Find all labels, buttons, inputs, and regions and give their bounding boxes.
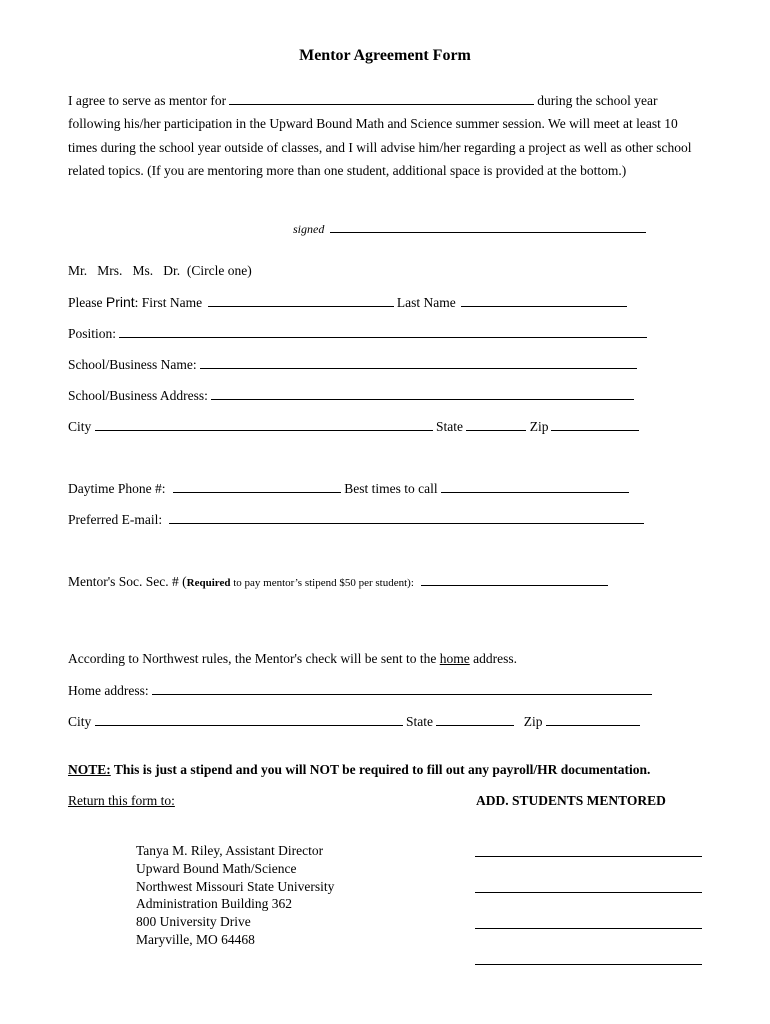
ssn-required: Required (186, 577, 231, 589)
additional-student-field[interactable] (475, 964, 702, 965)
home-city-field[interactable] (95, 713, 403, 726)
agreement-paragraph (68, 89, 708, 182)
northwest-home-word: home (439, 651, 470, 666)
note-line (68, 762, 650, 778)
home-address-field[interactable] (152, 682, 652, 695)
school-name-label: School/Business Name: (68, 357, 197, 372)
school-address-field[interactable] (211, 387, 634, 400)
additional-student-field[interactable] (475, 856, 702, 857)
school-address-row (68, 387, 634, 404)
northwest-text-before: According to Northwest rules, the Mentor's check will be sent to the (68, 651, 440, 666)
city-field[interactable] (95, 418, 433, 431)
home-state-label: State (406, 714, 434, 729)
best-times-label: Best times to call (344, 481, 438, 496)
city-state-zip-row (68, 418, 639, 435)
home-zip-field[interactable] (546, 713, 640, 726)
first-name-label: : First Name (134, 295, 203, 310)
home-address-row (68, 682, 652, 699)
daytime-phone-field[interactable] (173, 480, 341, 493)
school-address-label: School/Business Address: (68, 388, 208, 403)
signed-label: signed (293, 222, 325, 236)
daytime-phone-label: Daytime Phone #: (68, 481, 166, 496)
additional-student-field[interactable] (475, 928, 702, 929)
ssn-note: to pay mentor’s stipend $50 per student): (230, 577, 414, 589)
return-address-line: Tanya M. Riley, Assistant Director (136, 843, 324, 858)
form-title: Mentor Agreement Form (299, 47, 471, 64)
email-row (68, 511, 644, 528)
add-students-heading: ADD. STUDENTS MENTORED (476, 793, 666, 808)
position-label: Position: (68, 326, 117, 341)
zip-label: Zip (529, 419, 549, 434)
zip-field[interactable] (551, 418, 639, 431)
additional-student-field[interactable] (475, 892, 702, 893)
title-circle-options[interactable]: Mr. Mrs. Ms. Dr. (Circle one) (68, 263, 252, 278)
email-label: Preferred E-mail: (68, 512, 163, 527)
return-address-line: 800 University Drive (136, 914, 251, 930)
return-form-label: Return this form to: (68, 793, 175, 808)
agreement-text-1: I agree to serve as mentor for (68, 93, 227, 108)
return-address-line: Northwest Missouri State University (136, 878, 335, 894)
signature-row (293, 220, 646, 237)
print-label: Print (105, 294, 135, 310)
signature-field[interactable] (330, 220, 646, 233)
ssn-field[interactable] (421, 573, 608, 586)
note-text: This is just a stipend and you will NOT be required to fill out any payroll/HR documentation. (110, 762, 651, 777)
email-field[interactable] (169, 511, 644, 524)
city-label: City (68, 419, 92, 434)
northwest-rules-text (68, 651, 517, 667)
last-name-field[interactable] (461, 294, 627, 307)
return-address-line: Upward Bound Math/Science (136, 860, 297, 876)
name-row (68, 294, 627, 311)
position-field[interactable] (119, 325, 647, 338)
best-times-field[interactable] (441, 480, 629, 493)
last-name-label: Last Name (396, 295, 456, 310)
return-address-block (136, 842, 334, 949)
home-city-label: City (68, 714, 92, 729)
agreement-text-rest: following his/her participation in the Upward Bound Math and Science summer session. We will meet at least 10 times during the school year outside of classes, and I will advise him/her regarding a project as well as other school related topics. (If you are mentoring more than one student, additional space is provided at the bottom.) (68, 116, 692, 178)
agreement-text-2: during the school year (537, 93, 658, 108)
ssn-label: Mentor's Soc. Sec. # ( (68, 574, 187, 589)
return-address-line: Administration Building 362 (136, 896, 293, 912)
ssn-row (68, 573, 608, 590)
school-name-field[interactable] (200, 356, 637, 369)
home-city-state-zip-row (68, 713, 640, 730)
return-address-line: Maryville, MO 64468 (136, 931, 255, 947)
state-field[interactable] (466, 418, 526, 431)
home-address-label: Home address: (68, 683, 149, 698)
school-name-row (68, 356, 637, 373)
northwest-text-after: address. (469, 651, 517, 666)
phone-row (68, 480, 629, 497)
home-zip-label: Zip (523, 714, 543, 729)
note-label: NOTE: (68, 762, 111, 777)
first-name-field[interactable] (208, 294, 394, 307)
please-label: Please (68, 295, 106, 310)
home-state-field[interactable] (436, 713, 514, 726)
position-row (68, 325, 647, 342)
state-label: State (436, 419, 464, 434)
student-name-field[interactable] (229, 92, 534, 105)
